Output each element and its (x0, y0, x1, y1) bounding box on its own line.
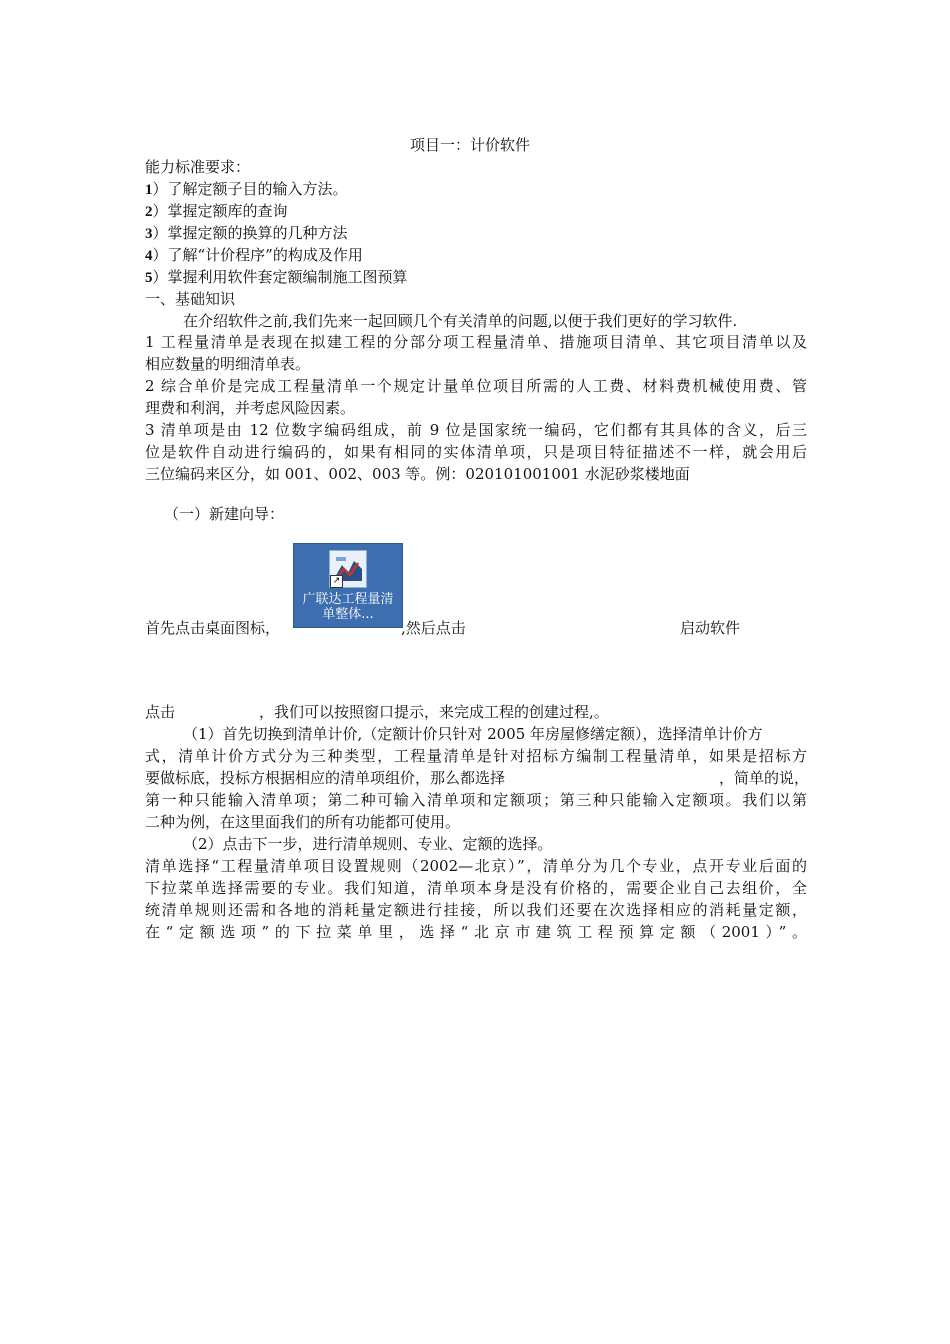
requirement-text: ）掌握定额库的查询 (152, 202, 288, 220)
requirement-text: ）掌握利用软件套定额编制施工图预算 (152, 268, 408, 286)
requirement-text: ）掌握定额的换算的几种方法 (152, 224, 348, 242)
subsection-heading: （一）新建向导： (164, 505, 285, 523)
paragraph-line: （1）首先切换到清单计价,（定额计价只针对 2005 年房屋修缮定额），选择清单计价方 (183, 725, 763, 743)
click-text: 点击 (145, 703, 176, 721)
paragraph-line: 1 工程量清单是表现在拟建工程的分部分项工程量清单、措施项目清单、其它项目清单以及 (145, 333, 807, 351)
requirement-item (145, 244, 363, 267)
paragraph-line: 第一种只能输入清单项；第二种可输入清单项和定额项；第三种只能输入定额项。我们以第 (145, 791, 807, 809)
shortcut-arrow-icon: ↗ (330, 575, 343, 588)
paragraph-line: 统清单规则还需和各地的消耗量定额进行挂接，所以我们还要在次选择相应的消耗量定额， (145, 901, 807, 919)
requirement-item (145, 222, 348, 245)
step-text: 启动软件 (680, 619, 741, 637)
paragraph-line: 清单选择“工程量清单项目设置规则（2002—北京）”，清单分为几个专业，点开专业后面的 (145, 857, 807, 875)
intro-paragraph: 在介绍软件之前,我们先来一起回顾几个有关清单的问题,以便于我们更好的学习软件. (183, 312, 738, 330)
requirement-text: ）了解“计价程序”的构成及作用 (152, 246, 363, 264)
paragraph-line: 位是软件自动进行编码的，如果有相同的实体清单项，只是项目特征描述不一样，就会用后 (145, 443, 807, 461)
requirement-number: 3 (145, 226, 153, 242)
requirement-number: 1 (145, 182, 153, 198)
paragraph-line: 2 综合单价是完成工程量清单一个规定计量单位项目所需的人工费、材料费机械使用费、管 (145, 377, 807, 395)
step-text: 首先点击桌面图标， (145, 619, 281, 637)
requirements-heading: 能力标准要求： (145, 158, 251, 176)
paragraph-line: ，简单的说， (719, 769, 810, 787)
paragraph-line: 二种为例，在这里面我们的所有功能都可使用。 (145, 813, 461, 831)
paragraph-line: 相应数量的明细清单表。 (145, 355, 311, 373)
requirement-number: 4 (145, 248, 153, 264)
paragraph-line: 理费和利润，并考虑风险因素。 (145, 399, 356, 417)
paragraph-line: 要做标底，投标方根据相应的清单项组价，那么都选择 (145, 769, 506, 787)
requirement-item (145, 266, 408, 289)
desktop-icon-label: 广联达工程量清单整体... (302, 592, 394, 622)
desktop-shortcut-icon[interactable] (293, 543, 403, 628)
paragraph-line: （2）点击下一步，进行清单规则、专业、定额的选择。 (183, 835, 553, 853)
document-title: 项目一：计价软件 (410, 136, 531, 154)
requirement-item (145, 178, 348, 201)
requirement-item (145, 200, 288, 223)
paragraph-line: 在“定额选项”的下拉菜单里，选择“北京市建筑工程预算定额（2001）”。 (145, 923, 807, 941)
paragraph-line: 下拉菜单选择需要的专业。我们知道，清单项本身是没有价格的，需要企业自己去组价，全 (145, 879, 807, 897)
section-heading: 一、基础知识 (145, 290, 236, 308)
paragraph-line: 三位编码来区分，如 001、002、003 等。例：020101001001 水泥砂浆楼地面 (145, 465, 690, 483)
requirement-number: 2 (145, 204, 153, 220)
paragraph-line: 3 清单项是由 12 位数字编码组成，前 9 位是国家统一编码，它们都有其具体的含义，后三 (145, 421, 807, 439)
step-text: ,然后点击 (401, 619, 466, 637)
requirement-number: 5 (145, 270, 153, 286)
requirement-text: ）了解定额子目的输入方法。 (152, 180, 348, 198)
paragraph-line: 式，清单计价方式分为三种类型，工程量清单是针对招标方编制工程量清单，如果是招标方 (145, 747, 807, 765)
click-text: ，我们可以按照窗口提示，来完成工程的创建过程,。 (259, 703, 609, 721)
